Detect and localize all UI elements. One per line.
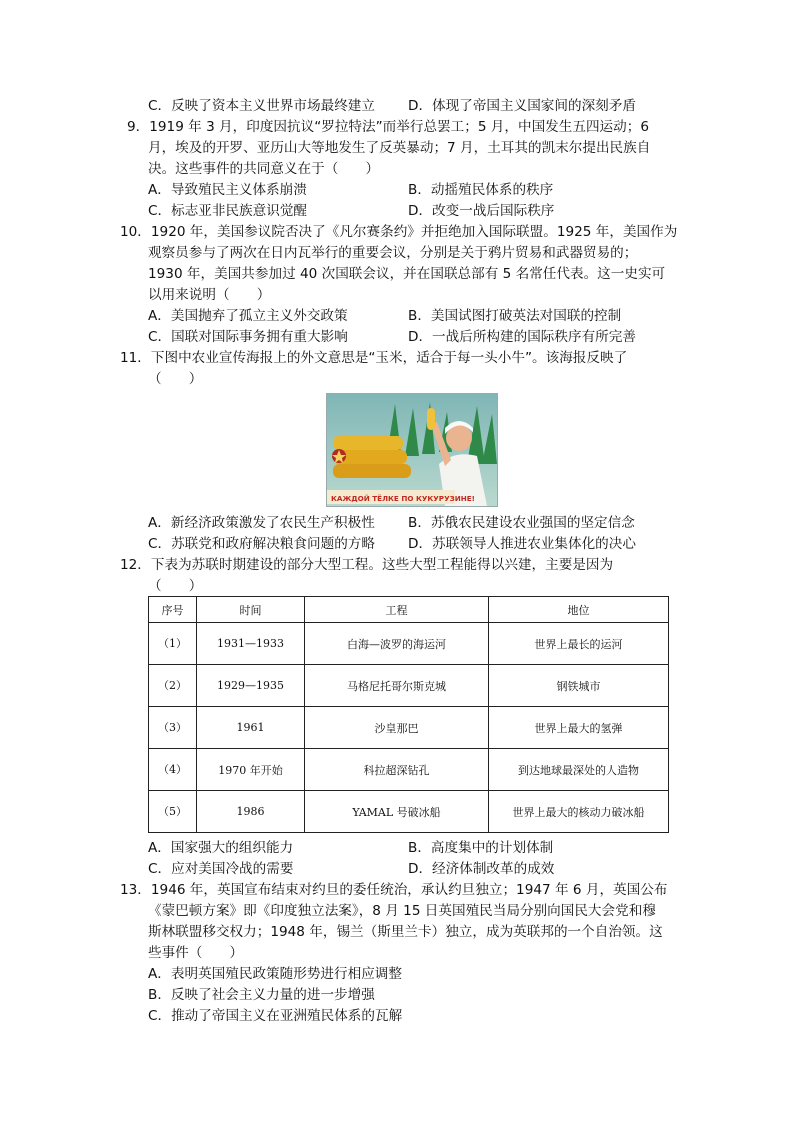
cell-no: （2） bbox=[149, 665, 197, 707]
cell-time: 1986 bbox=[197, 791, 305, 833]
cell-status: 到达地球最深处的人造物 bbox=[489, 749, 669, 791]
q9-option-a: A．导致殖民主义体系崩溃 bbox=[148, 182, 307, 198]
q12-option-d: D．经济体制改革的成效 bbox=[408, 861, 555, 877]
q10-option-c: C．国联对国际事务拥有重大影响 bbox=[148, 329, 348, 345]
q11-option-d: D．苏联领导人推进农业集体化的决心 bbox=[408, 536, 636, 552]
q10-option-d: D．一战后所构建的国际秩序有所完善 bbox=[408, 329, 636, 345]
header-project: 工程 bbox=[305, 597, 489, 623]
table-row bbox=[149, 707, 669, 749]
q13-option-a: A．表明英国殖民政策随形势进行相应调整 bbox=[148, 966, 402, 982]
poster-illustration bbox=[327, 394, 497, 506]
cell-project: 科拉超深钻孔 bbox=[305, 749, 489, 791]
q10-option-a: A．美国抛弃了孤立主义外交政策 bbox=[148, 308, 348, 324]
q9-stem-line-2: 月，埃及的开罗、亚历山大等地发生了反英暴动；7 月，土耳其的凯末尔提出民族自 bbox=[148, 140, 651, 156]
soviet-projects-table bbox=[148, 596, 669, 833]
table-row bbox=[149, 791, 669, 833]
q9-option-c: C．标志亚非民族意识觉醒 bbox=[148, 203, 308, 219]
cell-no: （1） bbox=[149, 623, 197, 665]
cell-status: 世界上最大的核动力破冰船 bbox=[489, 791, 669, 833]
q13-option-c: C．推动了帝国主义在亚洲殖民体系的瓦解 bbox=[148, 1008, 403, 1024]
q10-stem-line-1: 10．1920 年，美国参议院否决了《凡尔赛条约》并拒绝加入国际联盟。1925 年，美国作为 bbox=[120, 224, 678, 240]
q13-stem-line-1: 13．1946 年，英国宣布结束对约旦的委任统治，承认约旦独立；1947 年 6 月，英国公布 bbox=[120, 882, 668, 898]
q10-stem-line-3: 1930 年，美国共参加过 40 次国联会议，并在国联总部有 5 名常任代表。这一史实可 bbox=[148, 266, 666, 282]
cell-status: 钢铁城市 bbox=[489, 665, 669, 707]
table-row bbox=[149, 749, 669, 791]
q11-option-a: A．新经济政策激发了农民生产积极性 bbox=[148, 515, 375, 531]
q12-stem-line-1: 12．下表为苏联时期建设的部分大型工程。这些大型工程能得以兴建，主要是因为 bbox=[120, 557, 614, 573]
q8-option-c: C．反映了资本主义世界市场最终建立 bbox=[148, 98, 375, 114]
poster-caption: КАЖДОЙ ТЁЛКЕ ПО КУКУРУЗИНЕ! bbox=[331, 494, 475, 503]
cell-project: 马格尼托哥尔斯克城 bbox=[305, 665, 489, 707]
cell-status: 世界上最大的氢弹 bbox=[489, 707, 669, 749]
cell-time: 1929—1935 bbox=[197, 665, 305, 707]
q12-option-c: C．应对美国冷战的需要 bbox=[148, 861, 294, 877]
cell-time: 1961 bbox=[197, 707, 305, 749]
cell-time: 1970 年开始 bbox=[197, 749, 305, 791]
q12-stem-line-2: （ ） bbox=[148, 578, 203, 594]
cell-status: 世界上最长的运河 bbox=[489, 623, 669, 665]
cell-project: 白海—波罗的海运河 bbox=[305, 623, 489, 665]
q13-stem-line-4: 些事件（ ） bbox=[148, 945, 244, 961]
cell-no: （4） bbox=[149, 749, 197, 791]
q13-stem-line-3: 斯林联盟移交权力；1948 年，锡兰（斯里兰卡）独立，成为英联邦的一个自治领。这 bbox=[148, 924, 663, 940]
cell-no: （5） bbox=[149, 791, 197, 833]
q11-option-b: B．苏俄农民建设农业强国的坚定信念 bbox=[408, 515, 635, 531]
cell-project: 沙皇那巴 bbox=[305, 707, 489, 749]
corn-propaganda-poster bbox=[326, 393, 498, 507]
q9-option-d: D．改变一战后国际秩序 bbox=[408, 203, 555, 219]
q13-option-b: B．反映了社会主义力量的进一步增强 bbox=[148, 987, 375, 1003]
q13-stem-line-2: 《蒙巴顿方案》即《印度独立法案》，8 月 15 日英国殖民当局分别向国民大会党和穆 bbox=[148, 903, 656, 919]
table-row bbox=[149, 665, 669, 707]
table-header-row bbox=[149, 597, 669, 623]
q9-stem-line-1: 9．1919 年 3 月，印度因抗议“罗拉特法”而举行总罢工；5 月，中国发生五四运动；6 bbox=[127, 119, 649, 135]
q12-option-a: A．国家强大的组织能力 bbox=[148, 840, 294, 856]
table-row bbox=[149, 623, 669, 665]
header-no: 序号 bbox=[149, 597, 197, 623]
q11-stem-line-2: （ ） bbox=[148, 371, 203, 387]
cell-time: 1931—1933 bbox=[197, 623, 305, 665]
header-time: 时间 bbox=[197, 597, 305, 623]
q11-stem-line-1: 11．下图中农业宣传海报上的外文意思是“玉米，适合于每一头小牛”。该海报反映了 bbox=[120, 350, 628, 366]
corn-train bbox=[332, 436, 411, 478]
header-status: 地位 bbox=[489, 597, 669, 623]
q8-option-d: D．体现了帝国主义国家间的深刻矛盾 bbox=[408, 98, 636, 114]
q12-option-b: B．高度集中的计划体制 bbox=[408, 840, 554, 856]
q10-option-b: B．美国试图打破英法对国联的控制 bbox=[408, 308, 622, 324]
q10-stem-line-2: 观察员参与了两次在日内瓦举行的重要会议，分别是关于鸦片贸易和武器贸易的； bbox=[148, 245, 638, 261]
cell-project: YAMAL 号破冰船 bbox=[305, 791, 489, 833]
cell-no: （3） bbox=[149, 707, 197, 749]
q10-stem-line-4: 以用来说明（ ） bbox=[148, 287, 271, 303]
q9-option-b: B．动摇殖民体系的秩序 bbox=[408, 182, 554, 198]
q11-option-c: C．苏联党和政府解决粮食问题的方略 bbox=[148, 536, 375, 552]
q9-stem-line-3: 决。这些事件的共同意义在于（ ） bbox=[148, 161, 380, 177]
